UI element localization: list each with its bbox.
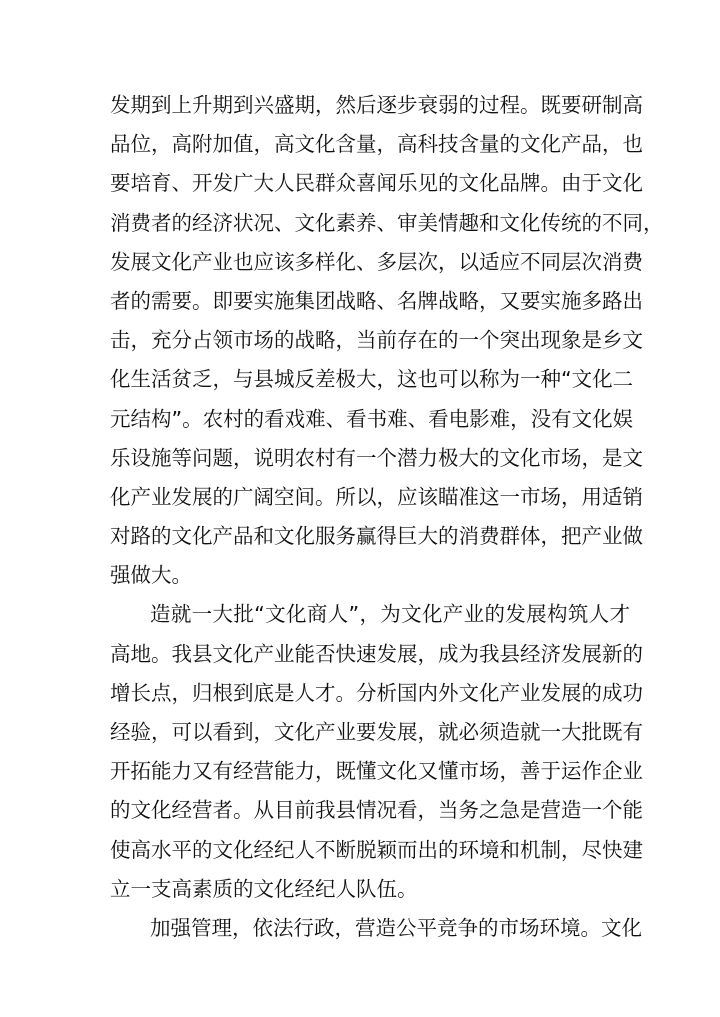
text-line: 发期到上升期到兴盛期，然后逐步衰弱的过程。既要研制高 xyxy=(110,93,643,117)
text-line: 造就一大批“文化商人”，为文化产业的发展构筑人才 xyxy=(150,602,630,627)
document-body xyxy=(110,86,664,948)
paragraph-p3 xyxy=(110,909,642,948)
text-line: 立一支高素质的文化经纪人队伍。 xyxy=(110,876,418,901)
text-line: 乐设施等问题，说明农村有一个潜力极大的文化市场，是文 xyxy=(110,445,643,470)
text-line: 经验，可以看到，文化产业要发展，就必须造就一大批既有 xyxy=(110,720,643,744)
text-line: 化产业发展的广阔空间。所以，应该瞄准这一市场，用适销 xyxy=(110,484,643,509)
text-line: 击，充分占领市场的战略，当前存在的一个突出现象是乡文 xyxy=(110,328,643,353)
text-line: 的文化经营者。从目前我县情况看，当务之急是营造一个能 xyxy=(110,798,643,823)
text-line: 使高水平的文化经纪人不断脱颖而出的环境和机制，尽快建 xyxy=(110,837,643,862)
text-line: 发展文化产业也应该多样化、多层次，以适应不同层次消费 xyxy=(110,249,643,274)
text-line: 高地。我县文化产业能否快速发展，成为我县经济发展新的 xyxy=(110,641,643,666)
text-line: 消费者的经济状况、文化素养、审美情趣和文化传统的不同， xyxy=(110,210,664,235)
text-line: 强做大。 xyxy=(110,563,192,588)
text-line: 品位，高附加值，高文化含量，高科技含量的文化产品，也 xyxy=(110,132,643,157)
text-line: 开拓能力又有经营能力，既懂文化又懂市场，善于运作企业 xyxy=(110,759,643,784)
text-line: 对路的文化产品和文化服务赢得巨大的消费群体，把产业做 xyxy=(110,524,643,549)
paragraph-p2 xyxy=(110,595,643,909)
text-line: 元结构”。农村的看戏难、看书难、看电影难，没有文化娱 xyxy=(110,406,634,431)
text-line: 要培育、开发广大人民群众喜闻乐见的文化品牌。由于文化 xyxy=(110,171,643,196)
text-line: 者的需要。即要实施集团战略、名牌战略，又要实施多路出 xyxy=(110,288,643,313)
paragraph-p1 xyxy=(110,86,664,595)
text-line: 化生活贫乏，与县城反差极大，这也可以称为一种“文化二 xyxy=(110,367,634,392)
text-line: 加强管理，依法行政，营造公平竞争的市场环境。文化 xyxy=(150,915,642,940)
text-line: 增长点，归根到底是人才。分析国内外文化产业发展的成功 xyxy=(110,680,643,705)
